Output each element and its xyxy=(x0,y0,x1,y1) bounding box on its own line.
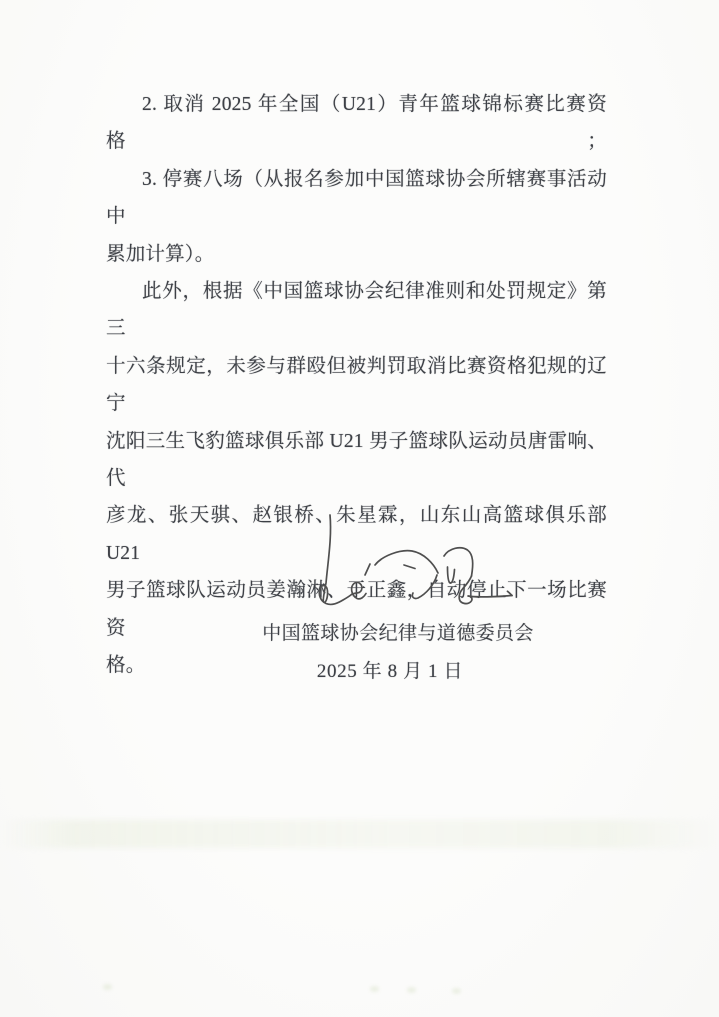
page-bleed-dot xyxy=(103,984,112,990)
document-line: 2. 取消 2025 年全国（U21）青年篮球锦标赛比赛资格； xyxy=(106,94,607,153)
issue-date: 2025 年 8 月 1 日 xyxy=(316,661,464,682)
document-line: 格。 xyxy=(106,655,146,677)
handwritten-signature-icon xyxy=(272,503,525,621)
document-line: 累加计算）。 xyxy=(106,243,215,265)
document-line: 彦龙、张天骐、赵银桥、朱星霖，山东山高篮球俱乐部 U21 xyxy=(106,505,607,564)
document-line: 十六条规定，未参与群殴但被判罚取消比赛资格犯规的辽宁 xyxy=(106,355,607,415)
document-line: 沈阳三生飞豹篮球俱乐部 U21 男子篮球队运动员唐雷响、代 xyxy=(106,430,607,490)
page-bleed-dot xyxy=(370,986,379,992)
document-line: 3. 停赛八场（从报名参加中国篮球协会所辖赛事活动中 xyxy=(106,168,607,228)
page-bleed-artifact xyxy=(0,820,719,848)
page-bleed-dot xyxy=(407,987,416,993)
document-line: 此外，根据《中国篮球协会纪律准则和处罚规定》第三 xyxy=(106,281,607,340)
document-line: 男子篮球队运动员姜瀚淋、于正鑫，自动停止下一场比赛资 xyxy=(106,580,607,639)
page-bleed-dot xyxy=(452,988,461,994)
issuing-committee: 中国篮球协会纪律与道德委员会 xyxy=(262,623,534,644)
